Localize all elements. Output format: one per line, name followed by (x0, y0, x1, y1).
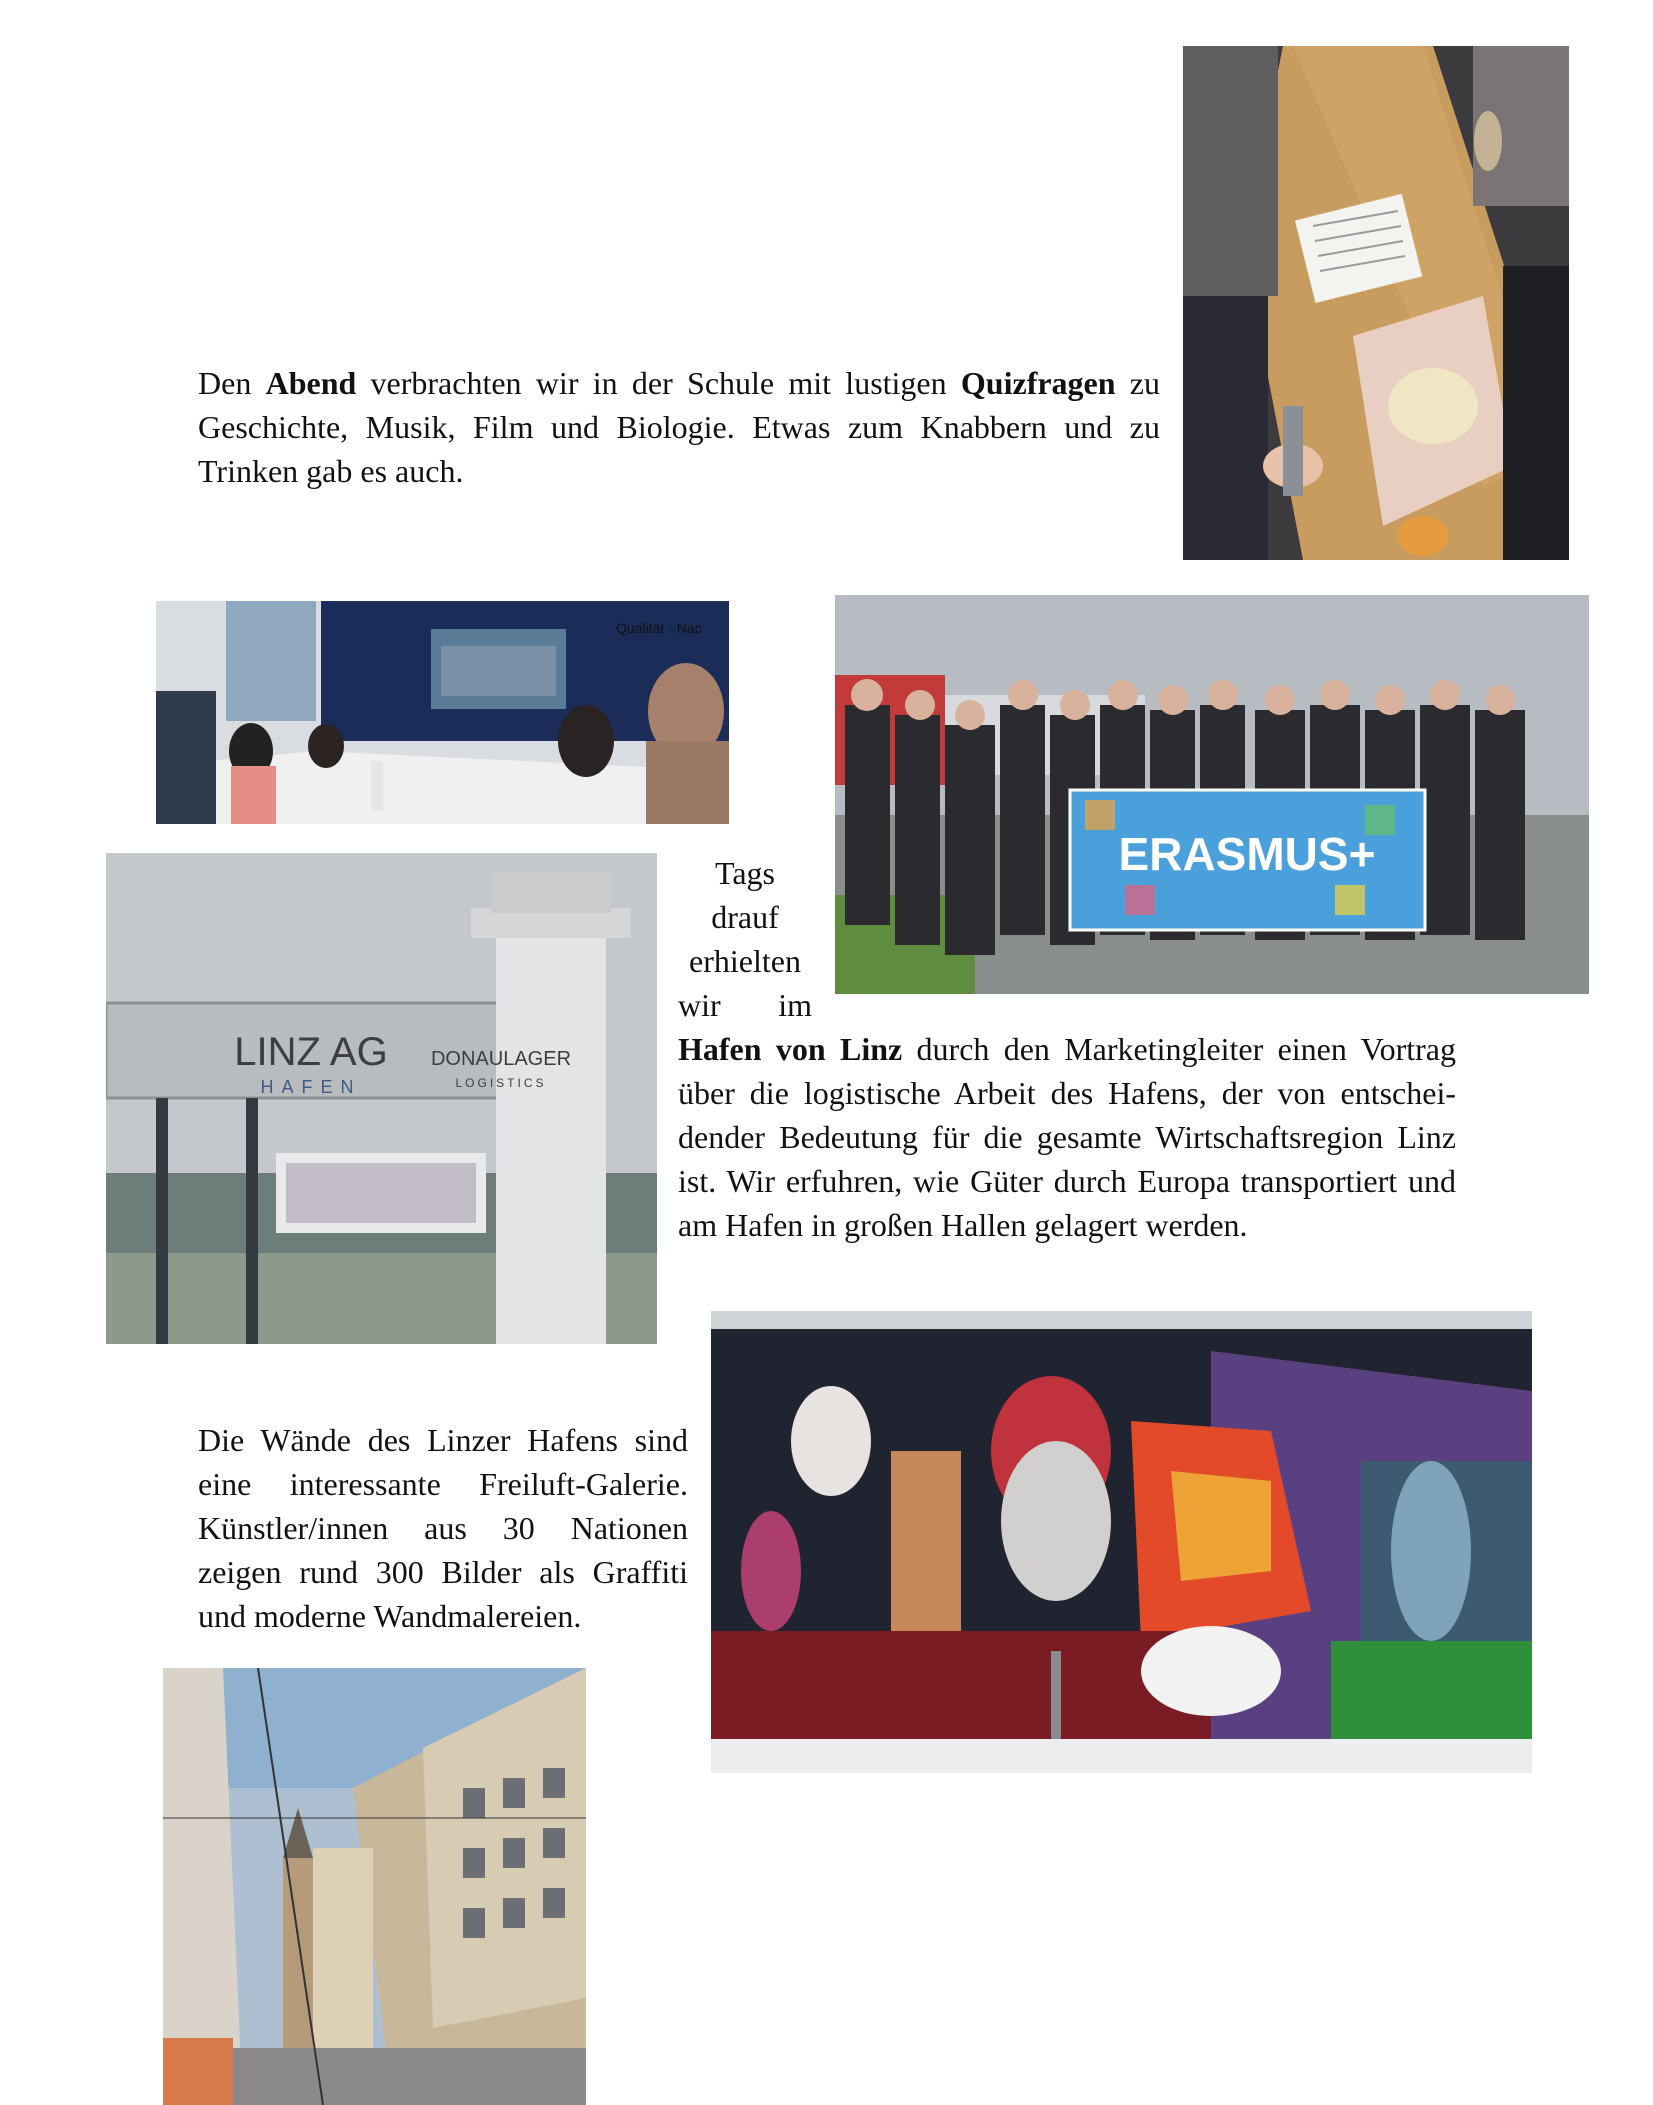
photo-presentation-room (156, 601, 729, 824)
evening-text-start: Den (198, 365, 266, 401)
harbour-narrow-line-3: erhielten (689, 943, 801, 979)
harbour-sign-logistics-sub: LOGISTICS (455, 1076, 547, 1090)
photo-harbour-tower (106, 853, 657, 1344)
paragraph-harbour (678, 1027, 1456, 1247)
paragraph-gallery: Die Wände des Linzer Hafens sind eine interessante Freiluft-Galerie. Künstler/innen aus 30 Nationen zeigen rund 300 Bilder als Graffiti und moderne Wandmalereien. (198, 1422, 688, 1634)
evening-bold-abend: Abend (265, 365, 357, 401)
harbour-narrow-line-1: Tags (715, 855, 775, 891)
evening-bold-quiz: Quizfragen (960, 365, 1116, 401)
photo-erasmus-group (835, 595, 1589, 994)
presentation-screen-text: Qualität · Nac (616, 620, 702, 636)
paragraph-harbour-narrow (678, 851, 812, 1027)
photo-quiz-evening (1183, 46, 1569, 560)
harbour-narrow-line-2: drauf (711, 899, 779, 935)
photo-mural (711, 1311, 1532, 1773)
harbour-bold-hafen-von-linz: Hafen von Linz (678, 1031, 903, 1067)
paragraph-evening (198, 361, 1160, 493)
erasmus-banner-text: ERASMUS+ (1118, 828, 1376, 880)
harbour-sign-sub: HAFEN (260, 1077, 362, 1097)
evening-text-end: zu Geschichte, Musik, Film und Biologie. Etwas zum Knabbern und zu Trinken gab es auch. (198, 365, 1161, 489)
evening-text-middle: verbrachten wir in der Schule mit lustigen (356, 365, 961, 401)
harbour-sign-logistics: DONAULAGER (430, 1048, 572, 1070)
harbour-narrow-line-4: wir im (678, 987, 812, 1023)
photo-linz-street (163, 1668, 586, 2105)
harbour-sign-main: LINZ AG (234, 1030, 388, 1074)
harbour-text-rest: durch den Marketingleiter einen Vortrag über die logistische Arbeit des Hafens, der von entschei-dender Bedeutung für die gesamte Wirtschaftsregion Linz ist. Wir erfuhren, wie Güter durch Europa transportiert und am Hafen in großen Hallen gelagert werden. (678, 1031, 1457, 1243)
